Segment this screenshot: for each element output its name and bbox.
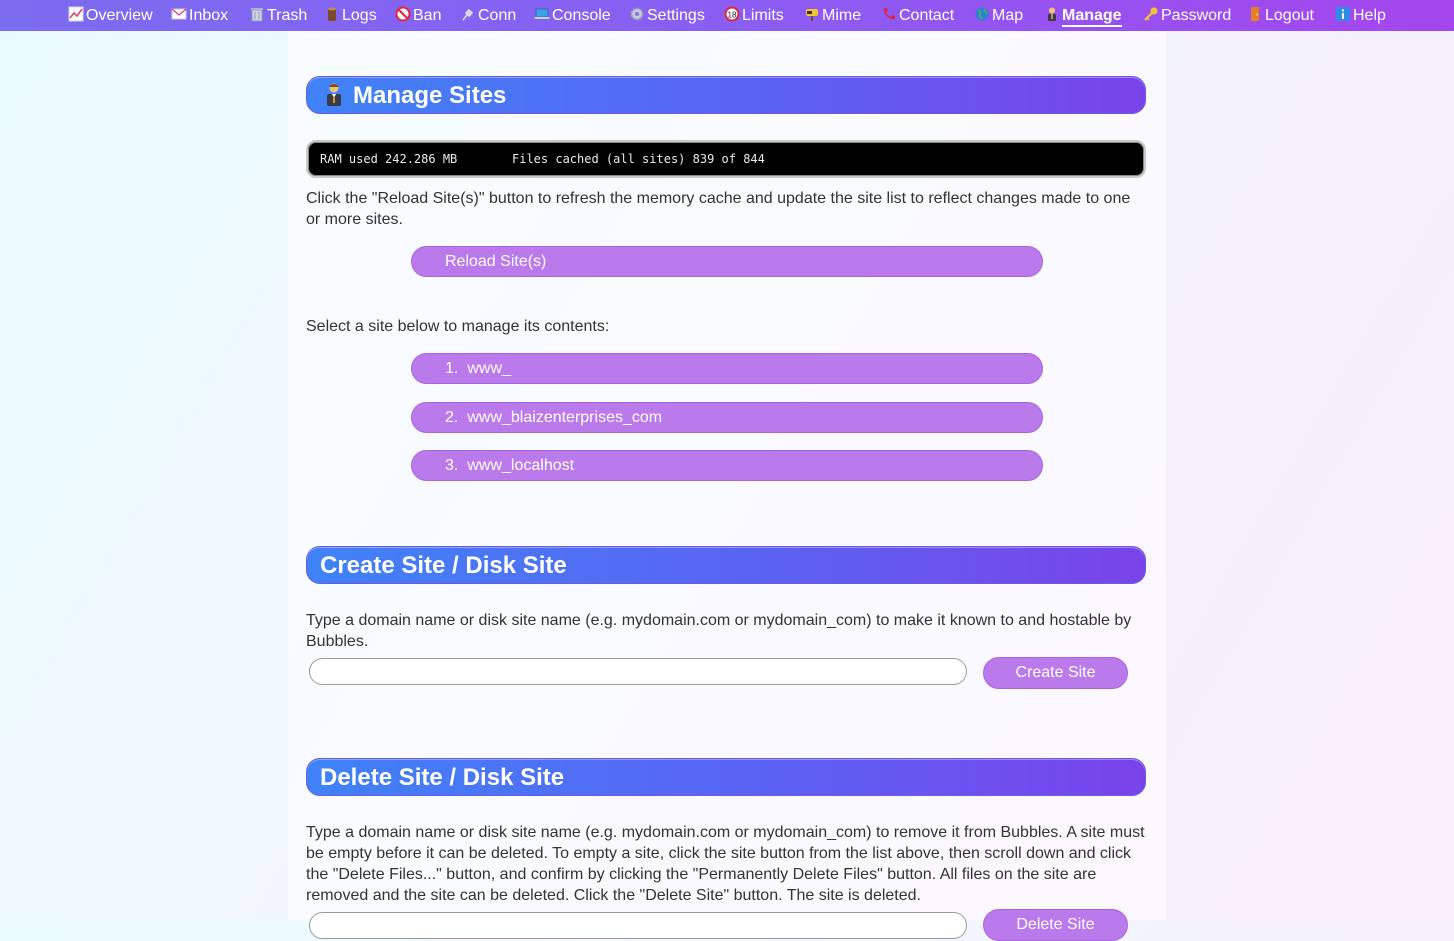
files-cached: Files cached (all sites) 839 of 844 [512,152,765,166]
plug-icon [460,6,476,22]
reload-sites-button[interactable]: Reload Site(s) [411,246,1043,277]
nav-ban[interactable] [395,0,441,31]
envelope-icon [171,6,187,22]
create-site-header [306,546,1146,584]
nav-inbox[interactable] [171,0,228,31]
delete-site-button[interactable]: Delete Site [983,909,1128,941]
nav-logout[interactable] [1247,0,1314,31]
nav-label: Inbox [189,7,229,24]
delete-site-input[interactable] [309,912,967,939]
nav-label: Mime [822,7,862,24]
site-name: www_ [467,360,511,377]
create-site-input[interactable] [309,658,967,685]
globe-icon [974,6,990,22]
top-nav [0,0,1454,31]
site-button-www[interactable] [411,353,1043,384]
nav-label: Password [1161,7,1232,24]
person-icon [1044,6,1060,22]
nav-console[interactable] [534,0,611,31]
ram-used: RAM used 242.286 MB [320,152,458,166]
delete-site-description: Type a domain name or disk site name (e.g. mydomain.com or mydomain_com) to remove it from Bubbles. A site must be empty before it can be deleted. To empty a site, click the site button from the list above, then scroll down and click the "Delete Files..." button, and confirm by clicking the "Permanently Delete Files" button. All files on the site are removed and the site can be deleted. Click the "Delete Site" button. The site is deleted. [306,824,1145,904]
site-name: www_blaizenterprises_com [467,409,663,426]
chart-icon [68,6,84,22]
nav-password[interactable] [1143,0,1231,31]
nav-label: Settings [647,7,705,24]
nav-label: Ban [413,7,442,24]
nav-label: Contact [899,7,955,24]
log-icon [324,6,340,22]
door-icon [1247,6,1263,22]
create-site-description: Type a domain name or disk site name (e.g. mydomain.com or mydomain_com) to make it known to and hostable by Bubbles. [306,612,1132,650]
phone-icon [881,6,897,22]
site-number: 3. [445,457,459,474]
nav-manage[interactable] [1044,0,1122,31]
delete-site-header [306,758,1146,796]
nav-label: Logout [1265,7,1314,24]
create-site-title: Create Site / Disk Site [320,552,567,579]
site-button-blaizenterprises[interactable] [411,402,1043,433]
mailbox-icon [804,6,820,22]
nav-label: Logs [342,7,377,24]
nav-settings[interactable] [629,0,705,31]
nav-label: Conn [478,7,517,24]
nav-label: Overview [86,7,153,24]
site-number: 1. [445,360,459,377]
site-button-localhost[interactable] [411,450,1043,481]
create-site-button[interactable]: Create Site [983,657,1128,689]
server-stats [306,140,1146,178]
site-number: 2. [445,409,459,426]
nav-label: Help [1353,7,1386,24]
nav-label: Console [552,7,611,24]
info-icon [1335,6,1351,22]
select-site-prompt: Select a site below to manage its contents: [306,318,610,335]
nav-trash[interactable] [249,0,307,31]
svg-text:18: 18 [727,10,737,20]
reload-description: Click the "Reload Site(s)" button to refresh the memory cache and update the site list to reflect changes made to one or more sites. [306,190,1131,228]
nav-logs[interactable] [324,0,377,31]
nav-help[interactable] [1335,0,1386,31]
trash-icon [249,6,265,22]
nav-mime[interactable] [804,0,861,31]
delete-site-title: Delete Site / Disk Site [320,764,565,791]
nav-conn[interactable] [460,0,516,31]
ban-icon [395,6,411,22]
laptop-icon [534,6,550,22]
limit-icon [724,6,740,22]
manage-sites-header [306,76,1146,114]
site-name: www_localhost [467,457,575,474]
nav-overview[interactable] [68,0,153,31]
gear-icon [629,6,645,22]
nav-contact[interactable] [881,0,954,31]
nav-label: Limits [742,7,784,24]
key-icon [1143,6,1159,22]
manage-sites-title: Manage Sites [353,82,507,109]
nav-label: Manage [1062,7,1122,27]
nav-limits[interactable] [724,0,784,31]
nav-label: Trash [267,7,308,24]
nav-label: Map [992,7,1024,24]
person-icon [323,82,345,106]
nav-map[interactable] [974,0,1023,31]
